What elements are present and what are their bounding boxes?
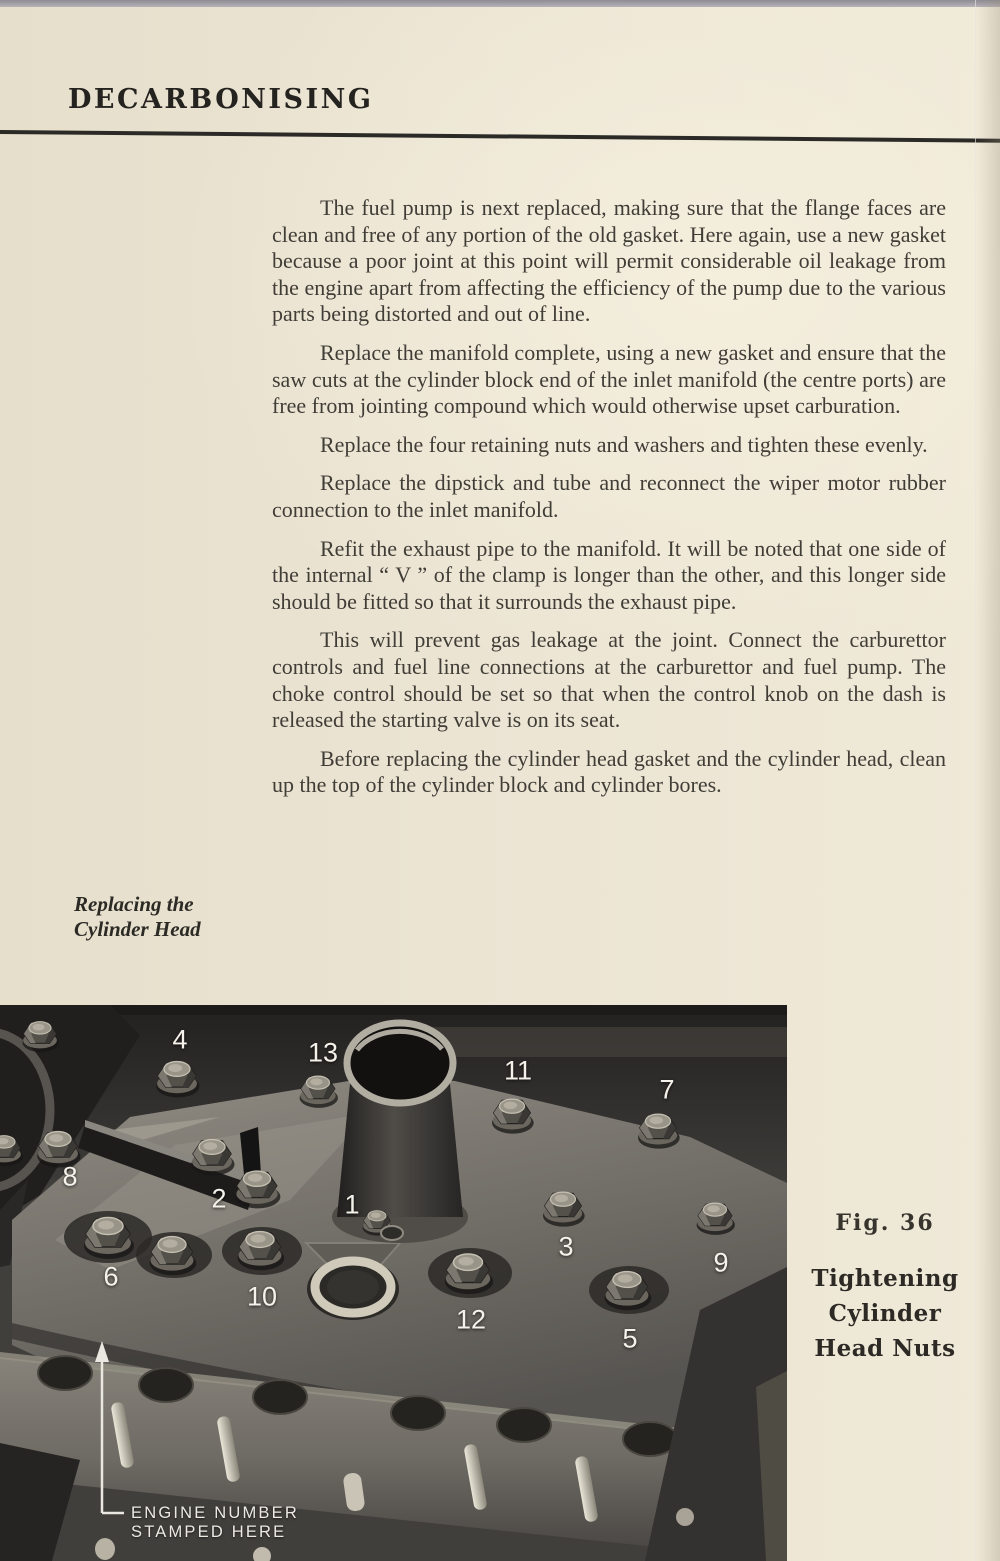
- figure-callout: 2: [211, 1183, 227, 1214]
- figure-number-label: Fig. 36: [835, 1210, 935, 1236]
- figure-callout: 1: [344, 1189, 360, 1220]
- figure-callout: 13: [307, 1037, 339, 1068]
- figure-caption-line: Tightening: [811, 1265, 959, 1292]
- side-heading-line: Replacing the: [74, 892, 194, 916]
- paragraph: The fuel pump is next replaced, making sure that the flange faces are clean and free of any portion of the old gasket. Here again, use a new gasket because a poor joint at this point will permit considerable oil leakage from the engine apart from affecting the efficiency of the pump due to the various parts being distorted and out of line.: [272, 195, 946, 327]
- paragraph: Replace the four retaining nuts and washers and tighten these evenly.: [320, 431, 928, 457]
- figure-photo: [0, 1005, 787, 1561]
- figure-caption: [800, 1261, 970, 1366]
- paragraph: Replace the manifold complete, using a new gasket and ensure that the saw cuts at the cylinder block end of the inlet manifold (the centre ports) are free from jointing compound which would otherwise upset carburation.: [272, 339, 946, 419]
- figure-callout: 3: [558, 1231, 574, 1262]
- figure-callout: 9: [713, 1247, 729, 1278]
- figure-callout: 4: [172, 1024, 188, 1055]
- body-text-column: [272, 195, 946, 811]
- figure-callout: 12: [455, 1304, 487, 1335]
- figure-callout: 8: [62, 1161, 78, 1192]
- side-heading-line: Cylinder Head: [74, 917, 201, 941]
- figure-callout: 5: [622, 1323, 638, 1354]
- figure-callout: 7: [659, 1074, 675, 1105]
- figure-callout: 10: [246, 1281, 278, 1312]
- scan-edge-right: [975, 0, 1000, 1561]
- figure-callout: 11: [503, 1055, 533, 1086]
- figure-caption-line: Head Nuts: [814, 1335, 956, 1362]
- paragraph: Replace the dipstick and tube and reconnect the wiper motor rubber connection to the inlet manifold.: [272, 470, 946, 522]
- header-rule: [0, 130, 1000, 143]
- figure-caption-line: Cylinder: [828, 1300, 942, 1327]
- paragraph: This will prevent gas leakage at the joint. Connect the carburettor controls and fuel line connections at the carburettor and fuel pump. The choke control should be set so that when the control knob on the dash is released the starting valve is on its seat.: [272, 627, 946, 733]
- engine-number-annotation: [131, 1504, 299, 1541]
- paragraph: Before replacing the cylinder head gasket and the cylinder head, clean up the top of the cylinder block and cylinder bores.: [272, 745, 946, 798]
- section-side-heading: [74, 892, 274, 942]
- scan-edge-top: [0, 0, 1000, 7]
- page-title: DECARBONISING: [68, 84, 374, 115]
- paragraph: Refit the exhaust pipe to the manifold. It will be noted that one side of the internal “ V ” of the clamp is longer than the other, and this longer side should be fitted so that it surrounds the exhaust pipe.: [272, 535, 946, 614]
- figure-callout: 6: [103, 1261, 119, 1292]
- annotation-line: STAMPED HERE: [131, 1522, 287, 1541]
- annotation-line: ENGINE NUMBER: [131, 1504, 299, 1522]
